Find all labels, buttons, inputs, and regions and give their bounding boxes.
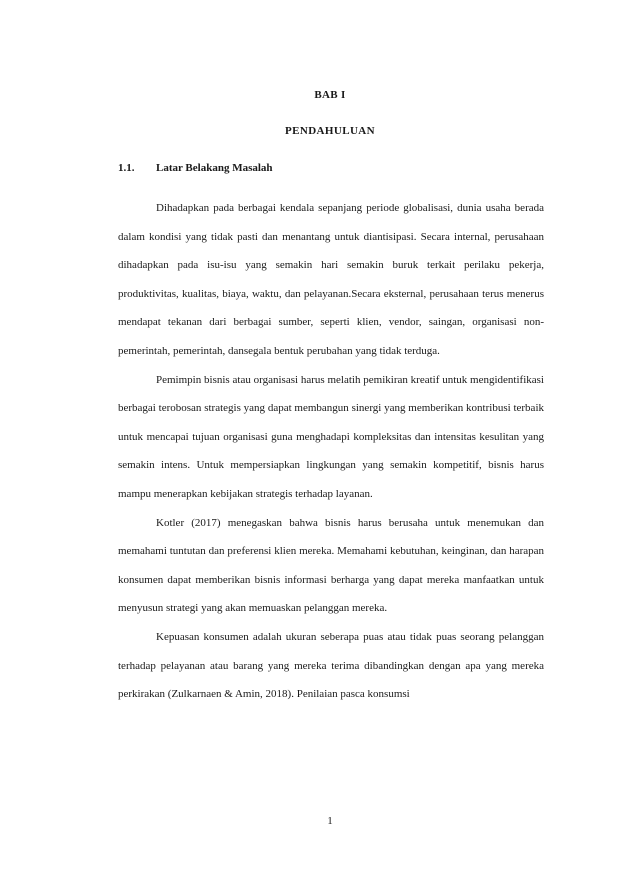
paragraph: Kepuasan konsumen adalah ukuran seberapa puas atau tidak puas seorang pelanggan terhadap pelayanan atau barang yang mereka terima dibandingkan dengan apa yang mereka perkirakan (Zulkarnaen & Amin, 2018). Penilaian pasca konsumsi	[118, 630, 544, 701]
section-heading	[118, 162, 273, 174]
page-number: 1	[327, 815, 333, 827]
chapter-number: BAB I	[314, 89, 346, 101]
paragraph: Dihadapkan pada berbagai kendala sepanjang periode globalisasi, dunia usaha berada dalam kondisi yang tidak pasti dan menantang untuk diantisipasi. Secara internal, perusahaan dihadapkan pada isu-isu yang semakin hari semakin buruk terkait perilaku pekerja, produktivitas, kualitas, biaya, waktu, dan pelayanan.Secara eksternal, perusahaan terus menerus mendapat tekanan dari berbagai sumber, seperti klien, vendor, saingan, organisasi non-pemerintah, pemerintah, dansegala bentuk perubahan yang tidak terduga.	[118, 202, 544, 357]
paragraph: Pemimpin bisnis atau organisasi harus melatih pemikiran kreatif untuk mengidentifikasi berbagai terobosan strategis yang dapat membangun sinergi yang memberikan kontribusi terbaik untuk mencapai tujuan organisasi guna menghadapi kompleksitas dan intensitas kesulitan yang semakin intens. Untuk mempersiapkan lingkungan yang semakin kompetitif, bisnis harus mampu menerapkan kebijakan strategis terhadap layanan.	[118, 373, 544, 500]
section-title: Latar Belakang Masalah	[156, 162, 273, 174]
paragraph: Kotler (2017) menegaskan bahwa bisnis harus berusaha untuk menemukan dan memahami tuntutan dan preferensi klien mereka. Memahami kebutuhan, keinginan, dan harapan konsumen dapat memberikan bisnis informasi berharga yang dapat mereka manfaatkan untuk menyusun strategi yang akan memuaskan pelanggan mereka.	[118, 516, 544, 615]
section-number: 1.1.	[118, 162, 135, 174]
chapter-title: PENDAHULUAN	[285, 125, 375, 137]
body-text	[118, 194, 544, 709]
